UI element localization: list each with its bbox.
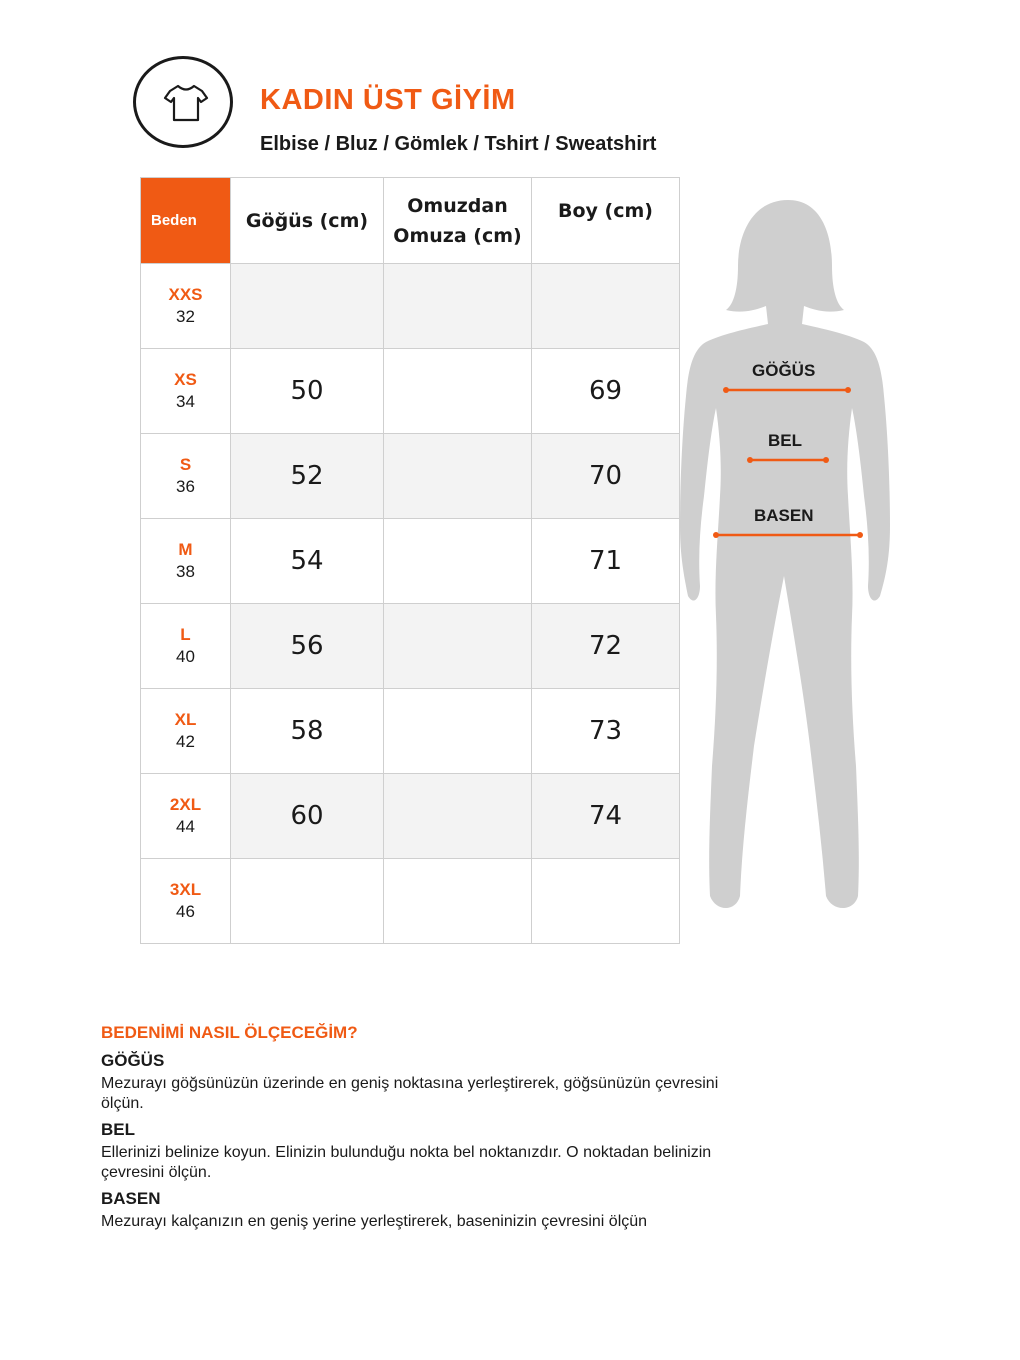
omuz-cell [384,689,532,774]
boy-cell: 70 [532,434,680,519]
howto-head: GÖĞÜS [101,1051,165,1070]
howto-text: Mezurayı kalçanızın en geniş yerine yerleştirerek, baseninizin çevresini ölçün [101,1213,648,1230]
size-letter: M [178,540,193,559]
size-cell [141,859,231,944]
body-silhouette [676,196,906,916]
boy-cell [532,859,680,944]
boy-cell: 69 [532,349,680,434]
label-gogus: GÖĞÜS [752,361,816,380]
boy-cell: 74 [532,774,680,859]
header-omuz [384,178,532,264]
size-letter: XL [174,710,197,729]
howto-section-bel [101,1120,761,1183]
size-cell [141,689,231,774]
header-beden: Beden [141,178,231,264]
size-number: 42 [176,732,195,751]
howto-section-gogus [101,1051,761,1114]
boy-cell [532,264,680,349]
omuz-cell [384,604,532,689]
gogus-cell [231,859,384,944]
gogus-cell: 54 [231,519,384,604]
body-figure [676,196,906,921]
size-letter: XS [174,370,197,389]
size-cell [141,434,231,519]
gogus-cell: 56 [231,604,384,689]
size-letter: 3XL [169,880,202,899]
size-cell [141,519,231,604]
size-cell [141,774,231,859]
table-row [141,859,680,944]
header-gogus: Göğüs (cm) [231,178,384,264]
boy-cell: 71 [532,519,680,604]
howto-head: BASEN [101,1189,161,1208]
howto-title: BEDENİMİ NASIL ÖLÇECEĞİM? [101,1023,358,1042]
table-row [141,604,680,689]
gogus-cell: 52 [231,434,384,519]
header-omuz-line1: Omuzdan [407,194,508,217]
howto-head: BEL [101,1120,135,1139]
gogus-cell [231,264,384,349]
size-number: 36 [176,477,195,496]
howto-text: Ellerinizi belinize koyun. Elinizin bulunduğu nokta bel noktanızdır. O noktadan belinizin çevresini ölçün. [101,1144,712,1181]
gogus-cell: 58 [231,689,384,774]
size-letter: 2XL [169,795,202,814]
size-number: 38 [176,562,195,581]
boy-cell: 73 [532,689,680,774]
table-row [141,349,680,434]
page-subtitle: Elbise / Bluz / Gömlek / Tshirt / Sweatshirt [260,133,657,155]
size-cell [141,604,231,689]
size-table [140,177,680,944]
gogus-cell: 60 [231,774,384,859]
header-boy: Boy (cm) [532,178,680,264]
table-row [141,689,680,774]
howto-text: Mezurayı göğsünüzün üzerinde en geniş noktasına yerleştirerek, göğsünüzün çevresini ölçün. [101,1075,719,1112]
size-number: 46 [176,902,195,921]
gogus-cell: 50 [231,349,384,434]
omuz-cell [384,519,532,604]
label-bel: BEL [768,431,802,450]
tshirt-icon [162,83,210,123]
size-cell [141,349,231,434]
table-header-row [141,178,680,264]
omuz-cell [384,349,532,434]
size-cell [141,264,231,349]
header-omuz-line2: Omuza (cm) [393,224,522,247]
omuz-cell [384,264,532,349]
label-basen: BASEN [754,506,814,525]
table-row [141,264,680,349]
size-letter: XXS [168,285,203,304]
table-row [141,774,680,859]
size-number: 34 [176,392,195,411]
omuz-cell [384,774,532,859]
size-number: 44 [176,817,195,836]
logo-badge [133,56,233,148]
table-row [141,519,680,604]
boy-cell: 72 [532,604,680,689]
table-row [141,434,680,519]
size-number: 32 [176,307,195,326]
size-letter: S [179,455,192,474]
omuz-cell [384,859,532,944]
page-title: KADIN ÜST GİYİM [260,84,516,116]
howto-section-basen [101,1189,761,1232]
omuz-cell [384,434,532,519]
size-number: 40 [176,647,195,666]
size-letter: L [180,625,191,644]
